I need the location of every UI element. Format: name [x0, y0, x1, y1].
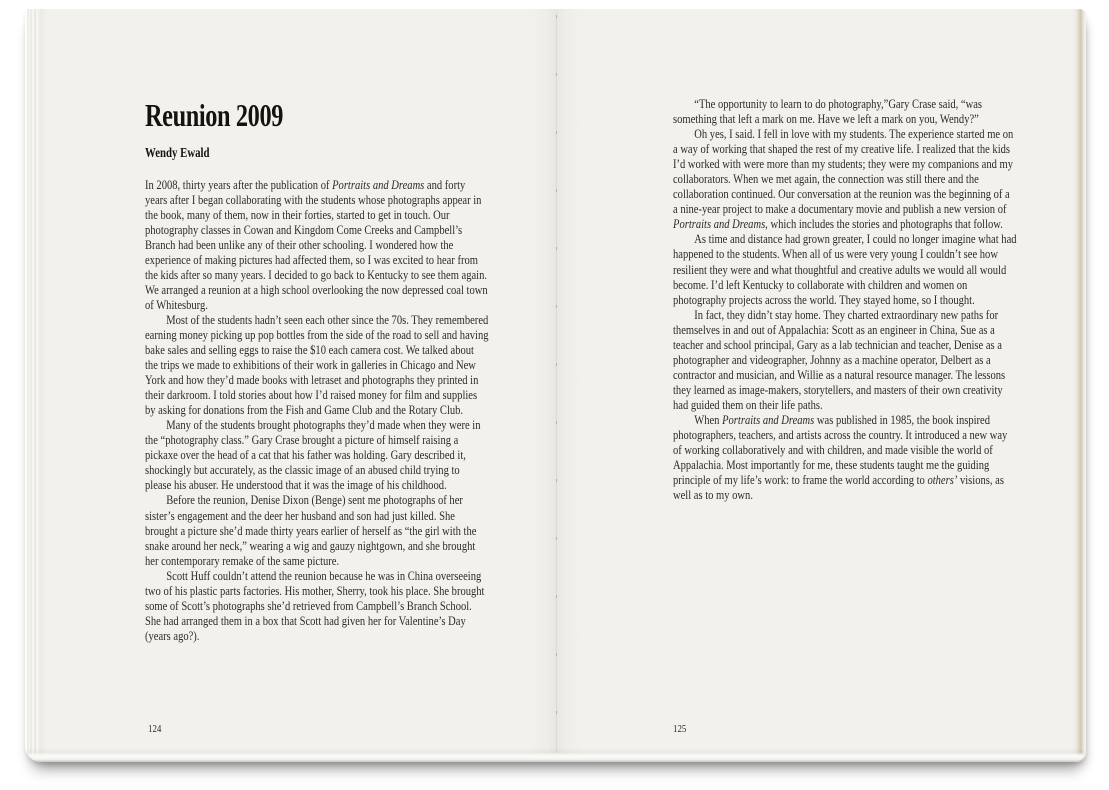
page-edge-stack-left [25, 9, 47, 762]
paragraph: Scott Huff couldn’t attend the reunion because he was in China overseeing two of his plastic parts factories. His mother, Sherry, took his place. She brought some of Scott’s photographs she’d retrieved from Campbell’s Branch School. She had arranged them in a box that Scott had given her for Valentine’s Day (years ago?). [145, 568, 485, 643]
paragraph: In 2008, thirty years after the publication of Portraits and Dreams and forty years after I began collaborating with the students whose photographs appear in the book, many of them, now in their forties, started to get in touch. Our photography classes in Cowan and Kingdom Come Creeks and Campbell’s Branch had been unlike any of their other schooling. I wondered how the experience of making pictures had affected them, so I was excited to hear from the kids after so many years. I decided to go back to Kentucky to see them again. We arranged a reunion at a high school overlooking the now depressed coal town of Whitesburg. [145, 177, 488, 312]
paragraph: When Portraits and Dreams was published in 1985, the book inspired photographers, teachers, and artists across the country. It introduced a new way of working collaboratively and with children, and made visible the world of Appalachia. Most importantly for me, these students taught me the guiding principle of my life’s work: to frame the world according to others’ visions, as well as to my own. [673, 412, 1008, 503]
left-page-content [145, 99, 565, 644]
paragraph: Oh yes, I said. I fell in love with my students. The experience started me on a way of working that shaped the rest of my creative life. I realized that the kids I’d worked with were more than my students; they were my companions and my collaborators. When we met again, the connection was still there and the collaboration continued. Our conversation at the reunion was the beginning of a a nine-year project to make a documentary movie and publish a new version of Portraits and Dreams, which includes the stories and photographs that follow. [673, 127, 1014, 232]
left-page-text [145, 178, 489, 644]
paragraph: In fact, they didn’t stay home. They charted extraordinary new paths for themselves in and out of Appalachia: Scott as an engineer in China, Sue as a teacher and school principal, Gary as a lab technician and teacher, Denise as a photographer and videographer, Johnny as a machine operator, Delbert as a contractor and musician, and Willie as a natural resource manager. The lessons they learned as image-makers, storytellers, and masters of their own creativity had guided them on their life paths. [673, 307, 1006, 412]
paragraph: “The opportunity to learn to do photography,”Gary Crase said, “was something that left a mark on me. Have we left a mark on you, Wendy?” [673, 97, 983, 127]
right-page [556, 9, 1086, 762]
paragraph: Before the reunion, Denise Dixon (Benge) sent me photographs of her sister’s engagement and the deer her husband and son had just killed. She brought a picture she’d made thirty years earlier of herself as “the girl with the snake around her neck,” wearing a wig and gauzy nightgown, and she brought her contemporary remake of the same picture. [145, 493, 477, 568]
book-gutter-binding [528, 9, 584, 762]
right-page-content [673, 97, 1093, 503]
page-number-right: 125 [673, 723, 687, 735]
author-name: Wendy Ewald [145, 145, 210, 160]
left-page [25, 9, 555, 762]
book-bottom-edge [27, 748, 1084, 762]
paragraph: As time and distance had grown greater, I could no longer imagine what had happened to the students. When all of us were very young I couldn’t see how resilient they were and what thoughtful and creative adults we would all would become. I’d left Kentucky to collaborate with children and women on photography projects across the world. They stayed home, so I thought. [673, 232, 1017, 307]
chapter-title: Reunion 2009 [145, 97, 284, 133]
page-edge-stack-right [1072, 9, 1086, 762]
right-page-text [673, 97, 1017, 503]
paragraph: Most of the students hadn’t seen each other since the 70s. They remembered earning money picking up pop bottles from the side of the road to sell and having bake sales and selling eggs to raise the $10 each camera cost. We talked about the trips we made to exhibitions of their work in galleries in Chicago and New York and how they’d made books with letraset and photographs they printed in their darkroom. I told stories about how I’d raised money for film and supplies by asking for donations from the Fish and Game Club and the Rotary Club. [145, 312, 489, 418]
page-number-left: 124 [148, 723, 162, 735]
stitching [556, 15, 557, 752]
paragraph: Many of the students brought photographs they’d made when they were in the “photography class.” Gary Crase brought a picture of himself raising a pickaxe over the head of a cat that his father was holding. Gary described it, shockingly but accurately, as the classic image of an abused child trying to please his abuser. He understood that it was the image of his childhood. [145, 418, 481, 493]
book-spread [25, 9, 1086, 762]
